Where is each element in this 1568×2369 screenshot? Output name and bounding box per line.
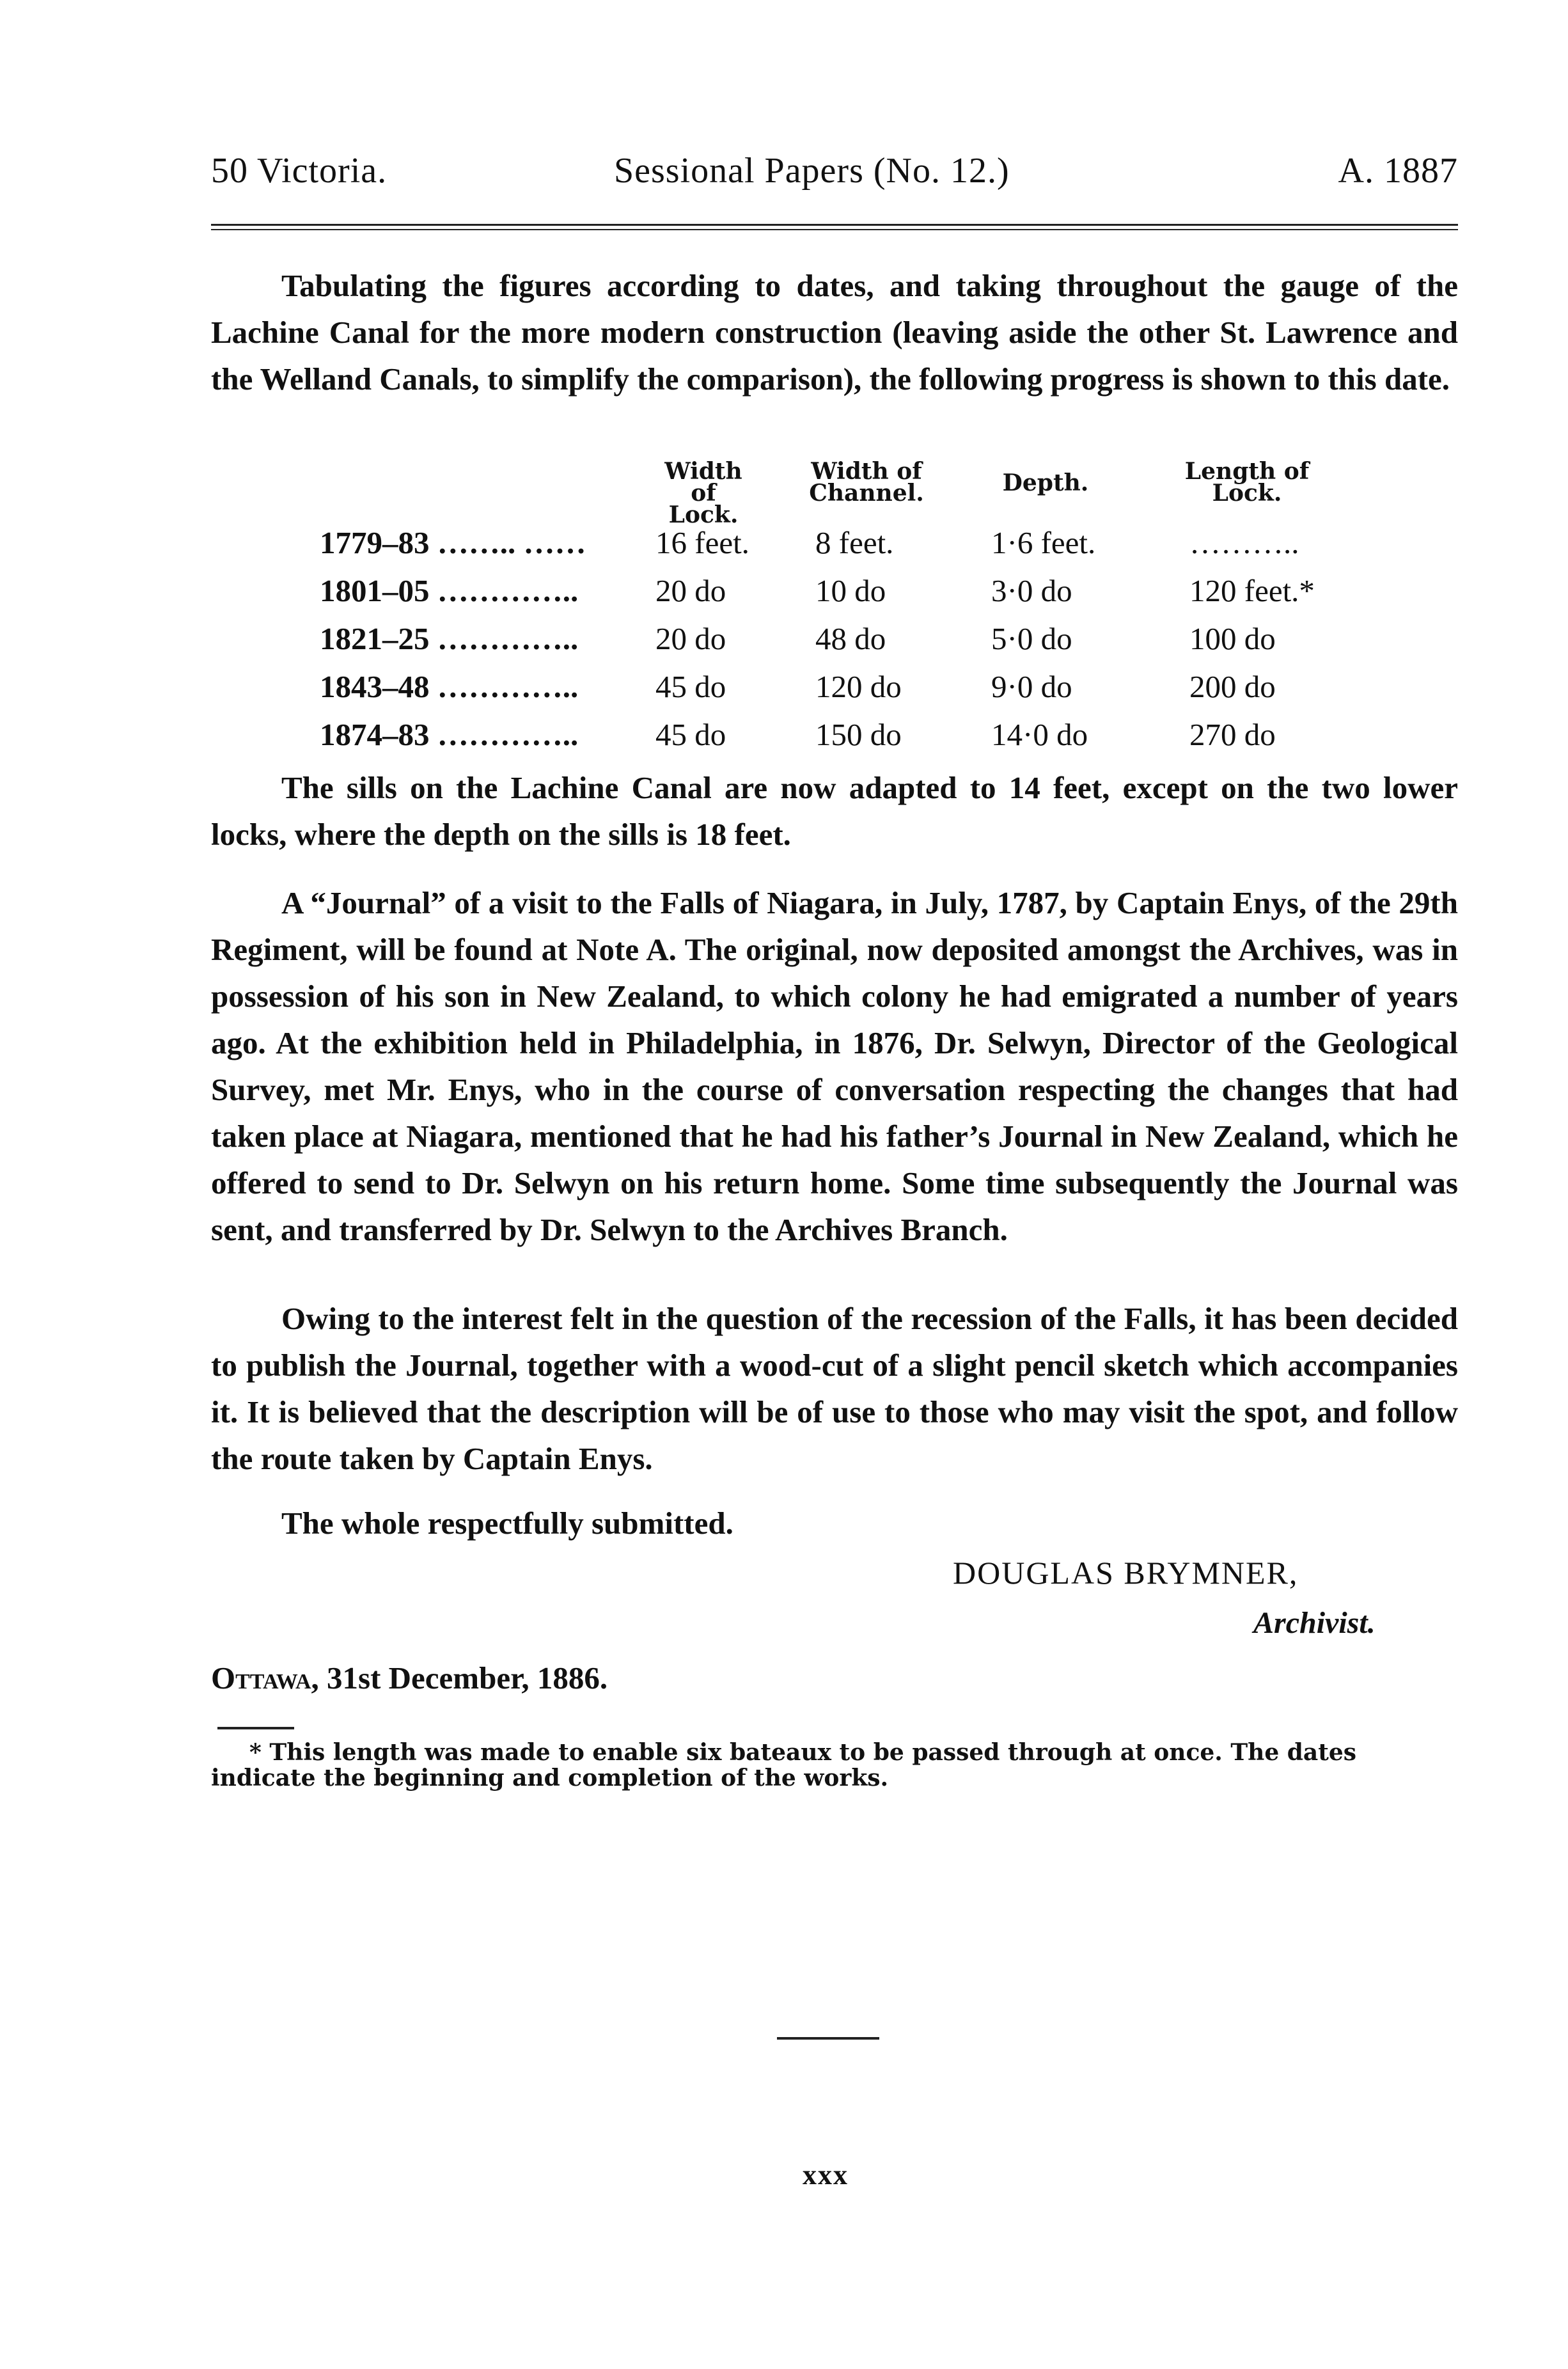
paragraph-recession: Owing to the interest felt in the question of the recession of the Falls, it has been decided to publish the Journal, together with a wood-cut of a slight pencil sketch which accompanies it. It is believed that the description will be of use to those who may visit the spot, and follow the route taken by Captain Enys.: [211, 1301, 1458, 1476]
row-width-lock: 45 do: [655, 669, 726, 704]
header-length-of-lock-line2: Lock.: [1212, 480, 1282, 507]
row-width-lock: 20 do: [655, 621, 726, 656]
table-row: [320, 716, 1407, 762]
row-width-lock: 20 do: [655, 573, 726, 608]
row-length: 270 do: [1189, 717, 1276, 752]
header-width-of-channel: [806, 458, 927, 507]
paragraph-tabulating: Tabulating the figures according to dates, and taking throughout the gauge of the Lachine Canal for the more modern construction (leaving aside the other St. Lawrence and the Welland Canals, to simplify the comparison), the following progress is shown to this date.: [211, 268, 1458, 397]
row-width-channel: 150 do: [815, 717, 902, 752]
running-head-year: A. 1887: [1338, 151, 1458, 191]
header-width-of-channel-line1: Width of: [811, 458, 922, 485]
header-width-of-channel-line2: Channel.: [809, 480, 924, 507]
signature-name: DOUGLAS BRYMNER,: [953, 1555, 1299, 1591]
header-width-of-lock-line1: Width of: [664, 458, 742, 507]
row-width-channel: 48 do: [815, 621, 886, 656]
row-depth: 1·6 feet.: [991, 525, 1096, 560]
footnote-rule: [217, 1727, 294, 1729]
canal-progress-table: [320, 460, 1407, 761]
running-head: [211, 150, 1458, 201]
header-rule-thin: [211, 229, 1458, 230]
section-end-rule: [777, 2037, 879, 2040]
table-row: [320, 524, 1407, 571]
table-row: [320, 572, 1407, 618]
row-width-channel: 120 do: [815, 669, 902, 704]
row-length: 200 do: [1189, 669, 1276, 704]
dateline-place: Ottawa: [211, 1660, 311, 1696]
row-length: 100 do: [1189, 621, 1276, 656]
row-width-lock: 16 feet.: [655, 525, 749, 560]
row-depth: 14·0 do: [991, 717, 1088, 752]
row-width-channel: 8 feet.: [815, 525, 894, 560]
dateline: [211, 1660, 608, 1696]
running-head-title: Sessional Papers (No. 12.): [614, 151, 1010, 191]
row-years: 1843–48 …………..: [320, 669, 579, 704]
running-head-session: 50 Victoria.: [211, 151, 388, 191]
table-row: [320, 668, 1407, 714]
page-folio: xxx: [803, 2159, 849, 2191]
row-width-channel: 10 do: [815, 573, 886, 608]
row-width-lock: 45 do: [655, 717, 726, 752]
dateline-date: , 31st December, 1886.: [311, 1660, 608, 1696]
header-width-of-lock: [649, 460, 758, 526]
header-length-of-lock-line1: Length of: [1184, 458, 1310, 485]
row-length: 120 feet.*: [1189, 573, 1315, 608]
header-rule: [211, 224, 1458, 226]
row-depth: 9·0 do: [991, 669, 1072, 704]
paragraph-journal: A “Journal” of a visit to the Falls of Niagara, in July, 1787, by Captain Enys, of the 29th Regiment, will be found at Note A. The original, now deposited amongst the Archives, was in possession of his son in New Zealand, to which colony he had emigrated a number of years ago. At the exhibition held in Philadelphia, in 1876, Dr. Selwyn, Director of the Geological Survey, met Mr. Enys, who in the course of conversation respecting the changes that had taken place at Niagara, mentioned that he had his father’s Journal in New Zealand, which he offered to send to Dr. Selwyn on his return home. Some time subsequently the Journal was sent, and transferred by Dr. Selwyn to the Archives Branch.: [211, 885, 1458, 1247]
row-depth: 5·0 do: [991, 621, 1072, 656]
paragraph-submitted: The whole respectfully submitted.: [281, 1506, 733, 1541]
paragraph-sills: The sills on the Lachine Canal are now adapted to 14 feet, except on the two lower locks, where the depth on the sills is 18 feet.: [211, 770, 1458, 852]
row-length: ………..: [1189, 525, 1299, 560]
header-length-of-lock: [1180, 458, 1314, 507]
header-depth: Depth.: [1002, 469, 1089, 496]
table-row: [320, 620, 1407, 666]
footnote: * This length was made to enable six bateaux to be passed through at once. The dates indicate the beginning and completion of the works.: [211, 1739, 1357, 1791]
header-width-of-lock-line2: Lock.: [668, 501, 739, 528]
row-years: 1801–05 …………..: [320, 573, 579, 608]
row-years: 1779–83 …….. ……: [320, 525, 586, 560]
row-depth: 3·0 do: [991, 573, 1072, 608]
signature-title: Archivist.: [1253, 1606, 1376, 1640]
row-years: 1821–25 …………..: [320, 621, 579, 656]
row-years: 1874–83 …………..: [320, 717, 579, 752]
